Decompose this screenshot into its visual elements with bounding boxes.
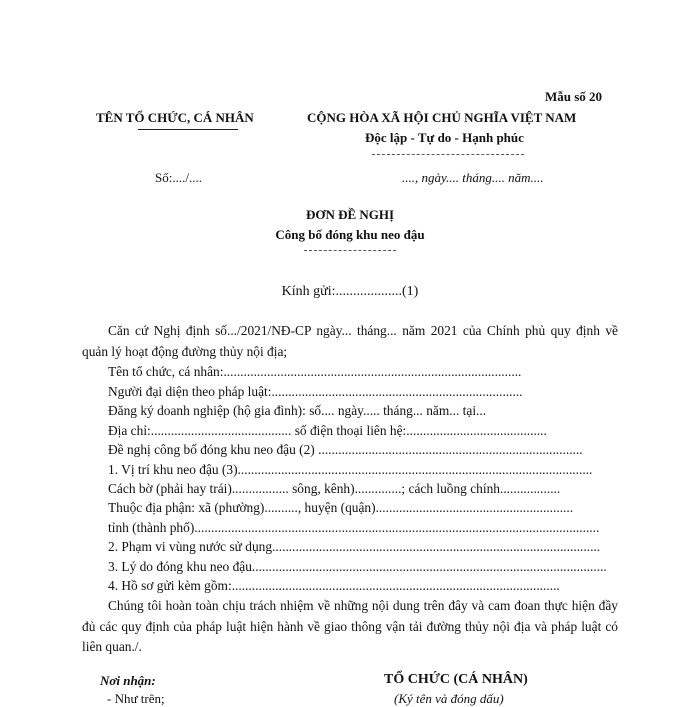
organization-name: TÊN TỔ CHỨC, CÁ NHÂN <box>96 110 254 125</box>
form-number: Mẫu số 20 <box>545 89 603 104</box>
legal-basis-paragraph: Căn cứ Nghị định số.../2021/NĐ-CP ngày... tháng... năm 2021 của Chính phủ quy định về quản lý hoạt động đường thủy nội địa; <box>82 323 618 359</box>
title-underline <box>304 250 396 251</box>
addressee: Kính gửi:...................(1) <box>281 284 419 299</box>
date-line: ...., ngày.... tháng.... năm.... <box>402 170 544 185</box>
motto-underline <box>372 154 524 155</box>
signer-title: TỔ CHỨC (CÁ NHÂN) <box>384 672 528 687</box>
document-subtitle: Công bố đóng khu neo đậu <box>275 227 425 242</box>
field-anchorage-location: 1. Vị trí khu neo đậu (3).......................................................................................................... <box>108 462 593 477</box>
field-distance-from-bank: Cách bờ (phải hay trái)................. sông, kênh)..............; cách luồng chính.................. <box>108 481 561 496</box>
field-business-registration: Đăng ký doanh nghiệp (hộ gia đình): số.... ngày..... tháng... năm... tại... <box>108 403 487 418</box>
field-closure-reason: 3. Lý do đóng khu neo đậu.......................................................................................................... <box>108 559 607 574</box>
field-locality: Thuộc địa phận: xã (phường).........., huyện (quận)........................................................... <box>108 500 574 515</box>
field-attached-documents: 4. Hồ sơ gửi kèm gồm:.................................................................................................. <box>108 578 560 593</box>
field-province: tỉnh (thành phố)......................................................................................................................... <box>108 520 600 535</box>
field-legal-representative: Người đại diện theo pháp luật:........................................................................... <box>108 384 523 399</box>
org-name-underline <box>138 129 238 130</box>
motto: Độc lập - Tự do - Hạnh phúc <box>365 130 524 145</box>
recipients-label: Nơi nhận: <box>100 673 156 688</box>
field-organization-name: Tên tổ chức, cá nhân:......................................................................................... <box>108 364 522 379</box>
signer-note: (Ký tên và đóng dấu) <box>394 691 504 706</box>
field-water-area: 2. Phạm vi vùng nước sử dụng.................................................................................................. <box>108 539 601 554</box>
commitment-paragraph: Chúng tôi hoàn toàn chịu trách nhiệm về những nội dung trên đây và cam đoan thực hiện đầy đủ các quy định của pháp luật hiện hành về giao thông vận tải đường thủy nội địa và pháp luật có liên quan./. <box>82 598 618 654</box>
document-title: ĐƠN ĐỀ NGHỊ <box>305 207 395 222</box>
field-address-phone: Địa chỉ:.......................................... số điện thoại liên hệ:.......................................... <box>108 423 547 438</box>
recipients-item: - Như trên; <box>107 691 165 706</box>
republic-heading: CỘNG HÒA XÃ HỘI CHỦ NGHĨA VIỆT NAM <box>307 110 577 125</box>
document-number: Số:..../.... <box>155 170 202 185</box>
field-request: Đề nghị công bố đóng khu neo đậu (2) ............................................................................... <box>108 442 583 457</box>
